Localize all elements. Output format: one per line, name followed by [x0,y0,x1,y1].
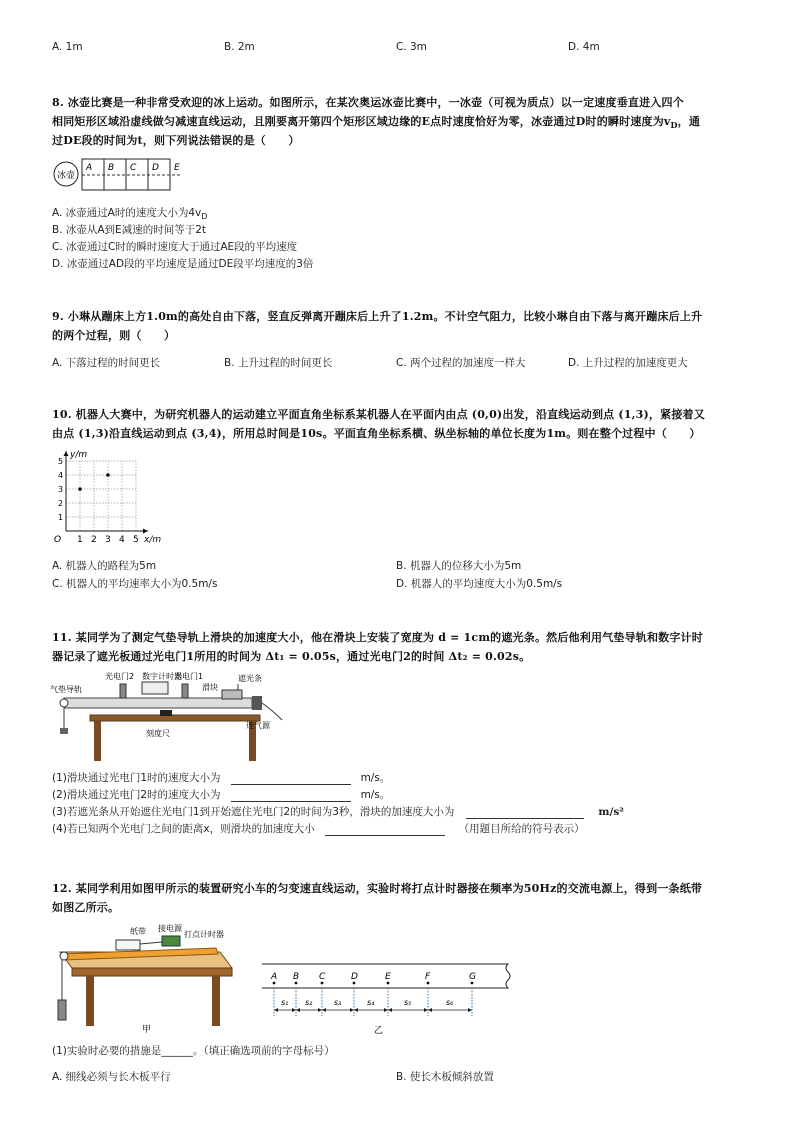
y-axis-label: y/m [70,450,88,460]
fig-yi-caption: 乙 [374,1026,384,1036]
tape-label: 纸带 [130,927,146,936]
q9-stem-line1: 9. 小琳从蹦床上方1.0m的高处自由下落，竖直反弹离开蹦床后上升了1.2m。不计空气阻力，比较小琳自由下落与离开蹦床后上升 [52,310,703,323]
q8-stem-line2: 相同矩形区域沿虚线做匀减速直线运动，且刚要离开第四个矩形区域边缘的E点时速度恰好为零，冰壶通过D时的瞬时速度为$v_D$，通 [52,115,701,131]
point-e: E [174,163,180,173]
q10-coordinate-chart [50,447,165,547]
q9-stem-line2: 的两个过程，则（ ） [52,329,176,342]
q12-stem-line1: 12. 某同学利用如图甲所示的装置研究小车的匀变速直线运动，实验时将打点计时器接在频率为50Hz的交流电源上，得到一条纸带 [52,882,703,895]
q7-option-b: B. 2m [224,41,255,53]
tape-point-label: E [385,972,391,982]
ruler-label: 刻度尺 [146,729,170,738]
timer-label: 数字计时器 [142,672,182,681]
segment-label: s₆ [446,998,454,1007]
x-tick-label: 5 [133,535,139,545]
origin-label: O [54,535,62,545]
timer-label: 打点计时器 [184,930,224,939]
q8-option-b: B. 冰壶从A到E减速的时间等于2t [52,224,206,236]
y-tick-label: 1 [58,513,64,522]
q11-air-track-figure [50,670,290,766]
q12-sub1: (1)实验时必要的措施是______。（填正确选项前的字母标号） [52,1045,335,1057]
tape-point-label: C [319,972,326,982]
segment-arrowhead [350,1008,354,1012]
segment-label: s₂ [305,998,313,1007]
q11-stem-line1: 11. 某同学为了测定气垫导轨上滑块的加速度大小，他在滑块上安装了宽度为 d = 1cm的遮光条。然后他利用气垫导轨和数字计时 [52,631,703,644]
y-tick-label: 3 [58,485,64,494]
x-tick-label: 1 [77,535,83,545]
segment-arrowhead [424,1008,428,1012]
y-tick-label: 2 [58,499,64,508]
q8-option-c: C. 冰壶通过C时的瞬时速度大于通过AE段的平均速度 [52,241,298,253]
q10-option-b: B. 机器人的位移大小为5m [396,560,522,572]
q9-option-d: D. 上升过程的加速度更大 [568,357,688,369]
segment-arrowhead [318,1008,322,1012]
air-source-label: 连气源 [246,721,270,730]
q8-option-d: D. 冰壶通过AD段的平均速度是通过DE段平均速度的3倍 [52,258,314,270]
tape-point-label: B [293,972,300,982]
q8-option-a: A. 冰壶通过A时的速度大小为$4v_D$ [52,207,208,222]
answer-blank-1[interactable] [231,772,351,785]
x-axis-label: x/m [144,535,162,545]
point-b: B [108,163,115,173]
q7-option-d: D. 4m [568,41,600,53]
segment-label: s₅ [404,998,412,1007]
segment-arrowhead [388,1008,392,1012]
x-tick-label: 2 [91,535,97,545]
q7-option-c: C. 3m [396,41,427,53]
point-d: D [152,163,159,173]
segment-label: s₄ [367,998,375,1007]
segment-arrowhead [428,1008,432,1012]
q11-stem-line2: 器记录了遮光板通过光电门1所用的时间为 Δt₁ = 0.05s，通过光电门2的时间 Δt₂ = 0.02s。 [52,650,531,663]
point-c: C [130,163,137,173]
q11-item-4: (4)若已知两个光电门之间的距离x，则滑块的加速度大小 （用题目所给的符号表示） [52,823,585,835]
q11-item-2: (2)滑块通过光电门2时的速度大小为 m/s。 [52,789,391,801]
segment-arrowhead [354,1008,358,1012]
q12-option-a: A. 细线必须与长木板平行 [52,1071,171,1083]
x-tick-label: 3 [105,535,111,545]
tape-dot [321,982,324,985]
q9-option-c: C. 两个过程的加速度一样大 [396,357,526,369]
q8-stem-line3: 过DE段的时间为t，则下列说法错误的是（ ） [52,134,300,147]
tape-dot [295,982,298,985]
q12-cart-setup-figure [50,924,240,1036]
segment-arrowhead [322,1008,326,1012]
y-axis-arrow [64,451,69,456]
y-tick-label: 5 [58,457,64,466]
q7-option-a: A. 1m [52,41,83,53]
tape-point-label: G [469,972,476,982]
tape-dot [427,982,430,985]
point-a: A [86,163,93,173]
slider-label: 滑块 [202,683,218,692]
answer-blank-2[interactable] [231,789,351,802]
data-point [78,487,82,491]
q10-option-a: A. 机器人的路程为5m [52,560,157,572]
segment-arrowhead [468,1008,472,1012]
segment-arrowhead [274,1008,278,1012]
x-axis-arrow [143,529,148,534]
q12-stem-line2: 如图乙所示。 [52,901,120,914]
q8-curling-figure [50,158,190,192]
tape-point-label: D [351,972,358,982]
segment-arrowhead [292,1008,296,1012]
answer-blank-4[interactable] [325,823,445,836]
power-label: 接电源 [158,924,182,933]
tape-dot [273,982,276,985]
tape-dot [387,982,390,985]
q12-option-b: B. 使长木板倾斜放置 [396,1071,494,1083]
tape-dot [353,982,356,985]
q9-option-b: B. 上升过程的时间更长 [224,357,333,369]
chart-grid [66,461,136,531]
segment-label: s₃ [334,998,342,1007]
q10-option-c: C. 机器人的平均速率大小为0.5m/s [52,578,218,590]
air-track-label: 气垫导轨 [50,685,82,694]
q12-paper-tape-figure [256,958,518,1036]
tape-point-label: A [271,972,278,982]
gate1-label: 光电门1 [174,672,204,681]
shade-strip-label: 遮光条 [238,674,262,683]
tape-point-label: F [425,972,431,982]
answer-blank-3[interactable] [466,806,584,819]
q10-stem-line2: 由点 (1,3)沿直线运动到点 (3,4)，所用总时间是10s。平面直角坐标系横、纵坐标轴的单位长度为1m。则在整个过程中（ ） [52,427,701,440]
q10-option-d: D. 机器人的平均速度大小为0.5m/s [396,578,563,590]
segment-arrowhead [384,1008,388,1012]
curling-ball-label: 冰壶 [56,171,76,181]
q9-option-a: A. 下落过程的时间更长 [52,357,161,369]
x-tick-label: 4 [119,535,125,545]
q8-stem-line1: 8. 冰壶比赛是一种非常受欢迎的冰上运动。如图所示，在某次奥运冰壶比赛中，一冰壶（可视为质点）以一定速度垂直进入四个 [52,96,684,109]
tape-dot [471,982,474,985]
gate2-label: 光电门2 [105,672,135,681]
segment-label: s₁ [281,998,289,1007]
q11-item-1: (1)滑块通过光电门1时的速度大小为 m/s。 [52,772,391,784]
data-point [106,473,110,477]
q10-stem-line1: 10. 机器人大赛中，为研究机器人的运动建立平面直角坐标系某机器人在平面内由点 (0,0)出发，沿直线运动到点 (1,3)，紧接着又 [52,408,705,421]
y-tick-label: 4 [58,471,64,480]
segment-arrowhead [296,1008,300,1012]
fig-jia-caption: 甲 [142,1025,152,1035]
q11-item-3: (3)若遮光条从开始遮住光电门1到开始遮住光电门2的时间为3秒，滑块的加速度大小为 m/s² [52,806,624,818]
